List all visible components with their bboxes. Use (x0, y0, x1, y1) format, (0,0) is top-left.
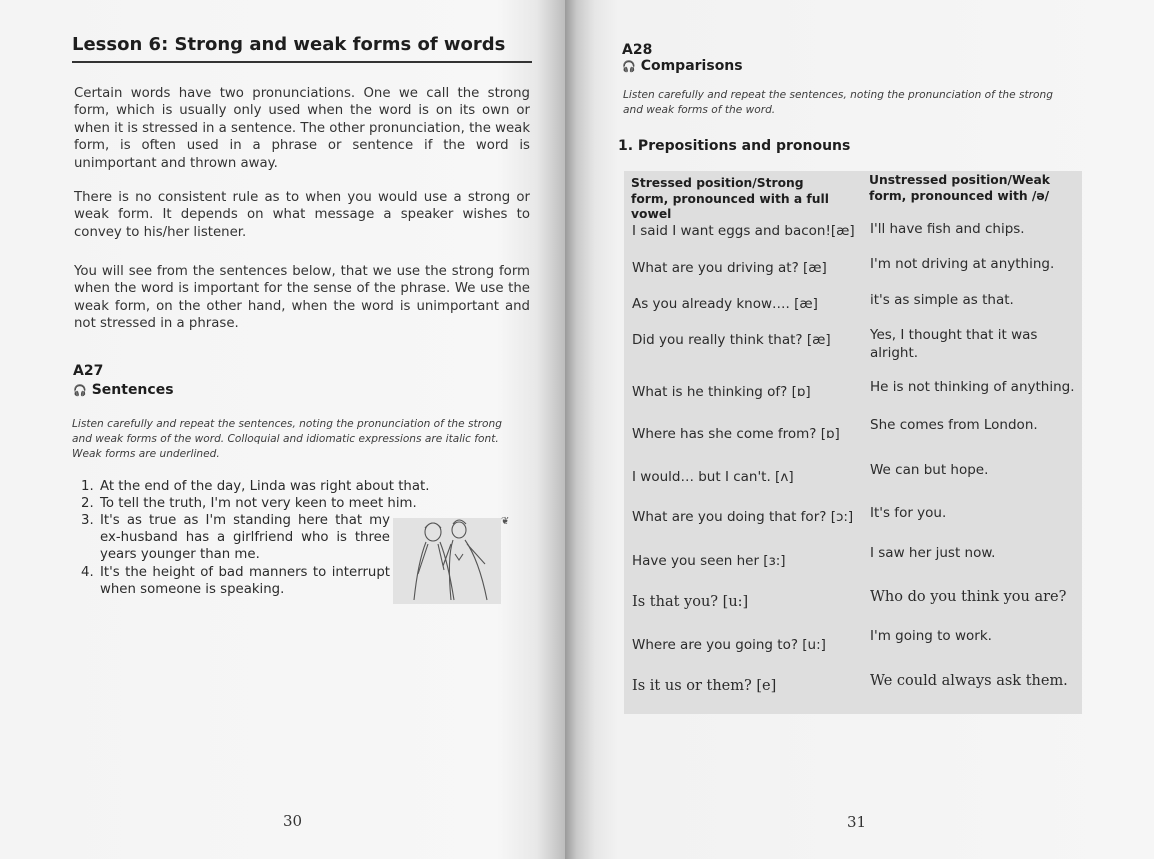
table-cell-strong: Where has she come from? [ɒ] (632, 426, 840, 442)
page-number-right: 31 (847, 813, 867, 831)
sentence-item (81, 564, 391, 598)
sentence-item (81, 478, 521, 495)
sentence-item (81, 495, 521, 512)
exercise-code-a28: A28 (622, 42, 653, 58)
couple-illustration (393, 514, 510, 604)
table-cell-weak: I'll have fish and chips. (870, 221, 1025, 237)
sentence-text: It's as true as I'm standing here that my ex-husband has a girlfriend who is three years younger than me. (100, 513, 390, 562)
table-cell-weak: We can but hope. (870, 462, 989, 478)
table-cell-strong: Is that you? [u:] (632, 594, 749, 610)
exercise-code-a27: A27 (73, 363, 104, 379)
sentences-heading-label: Sentences (91, 382, 174, 398)
sentence-text: At the end of the day, Linda was right about that. (100, 479, 430, 494)
sentences-heading (73, 382, 174, 398)
headphones-icon: 🎧 (622, 60, 636, 73)
table-cell-strong: Is it us or them? [e] (632, 678, 777, 694)
table-cell-strong: I would… but I can't. [ʌ] (632, 469, 794, 485)
table-cell-weak: He is not thinking of anything. (870, 379, 1075, 395)
sentence-number: 2. (81, 496, 94, 511)
table-cell-weak: It's for you. (870, 505, 947, 521)
table-cell-weak: We could always ask them. (870, 673, 1068, 689)
intro-paragraph-2: There is no consistent rule as to when you would use a strong or weak form. It depends on what message a speaker wishes to convey to his/her listener. (74, 190, 530, 240)
table-cell-weak: Yes, I thought that it was alright. (870, 327, 1038, 361)
sentence-number: 3. (81, 513, 94, 528)
section-heading: 1. Prepositions and pronouns (618, 138, 851, 154)
sentence-number: 1. (81, 479, 94, 494)
table-cell-strong: I said I want eggs and bacon![æ] (632, 223, 855, 239)
sentence-item (81, 512, 391, 563)
table-cell-strong: Have you seen her [ɜ:] (632, 553, 786, 569)
left-page (0, 0, 565, 859)
svg-text:❦: ❦ (501, 516, 510, 527)
a28-instruction: Listen carefully and repeat the sentences, noting the pronunciation of the strong and weak forms of the word. (623, 89, 1053, 116)
right-page (565, 0, 1154, 859)
table-cell-weak: I'm not driving at anything. (870, 256, 1055, 272)
table-cell-weak: She comes from London. (870, 417, 1038, 433)
page-number-left: 30 (283, 812, 303, 830)
table-cell-strong: What is he thinking of? [ɒ] (632, 384, 811, 400)
sentence-text: To tell the truth, I'm not very keen to meet him. (100, 496, 417, 511)
title-underline (72, 61, 532, 63)
sentence-text: It's the height of bad manners to interrupt when someone is speaking. (100, 565, 390, 597)
lesson-title: Lesson 6: Strong and weak forms of words (72, 34, 506, 55)
headphones-icon: 🎧 (73, 384, 87, 397)
table-cell-weak: Who do you think you are? (870, 589, 1067, 605)
a27-instruction: Listen carefully and repeat the sentences, noting the pronunciation of the strong and weak forms of the word. Colloquial and idiomatic expressions are italic font. Weak forms are underlined. (72, 418, 502, 460)
table-cell-weak: I saw her just now. (870, 545, 996, 561)
table-cell-strong: Where are you going to? [u:] (632, 637, 826, 653)
table-header-weak: Unstressed position/Weak form, pronounced with /ə/ (869, 173, 1050, 203)
comparisons-heading-label: Comparisons (640, 58, 743, 74)
table-cell-strong: What are you driving at? [æ] (632, 260, 827, 276)
table-cell-weak: I'm going to work. (870, 628, 992, 644)
intro-paragraph-1: Certain words have two pronunciations. One we call the strong form, which is usually only used when the word is on its own or when it is stressed in a sentence. The other pronunciation, the weak form, is often used in a phrase or sentence if the word is unimportant and thrown away. (74, 86, 531, 171)
sentence-number: 4. (81, 565, 94, 580)
table-cell-weak: it's as simple as that. (870, 292, 1014, 308)
comparisons-heading (622, 58, 743, 74)
table-cell-strong: Did you really think that? [æ] (632, 332, 831, 348)
table-header-strong: Stressed position/Strong form, pronounced with a full vowel (631, 176, 829, 221)
table-cell-strong: What are you doing that for? [ɔ:] (632, 509, 854, 525)
intro-paragraph-3: You will see from the sentences below, that we use the strong form when the word is important for the sense of the phrase. We use the weak form, on the other hand, when the word is unimportant and not stressed in a phrase. (74, 264, 530, 332)
table-cell-strong: As you already know…. [æ] (632, 296, 818, 312)
